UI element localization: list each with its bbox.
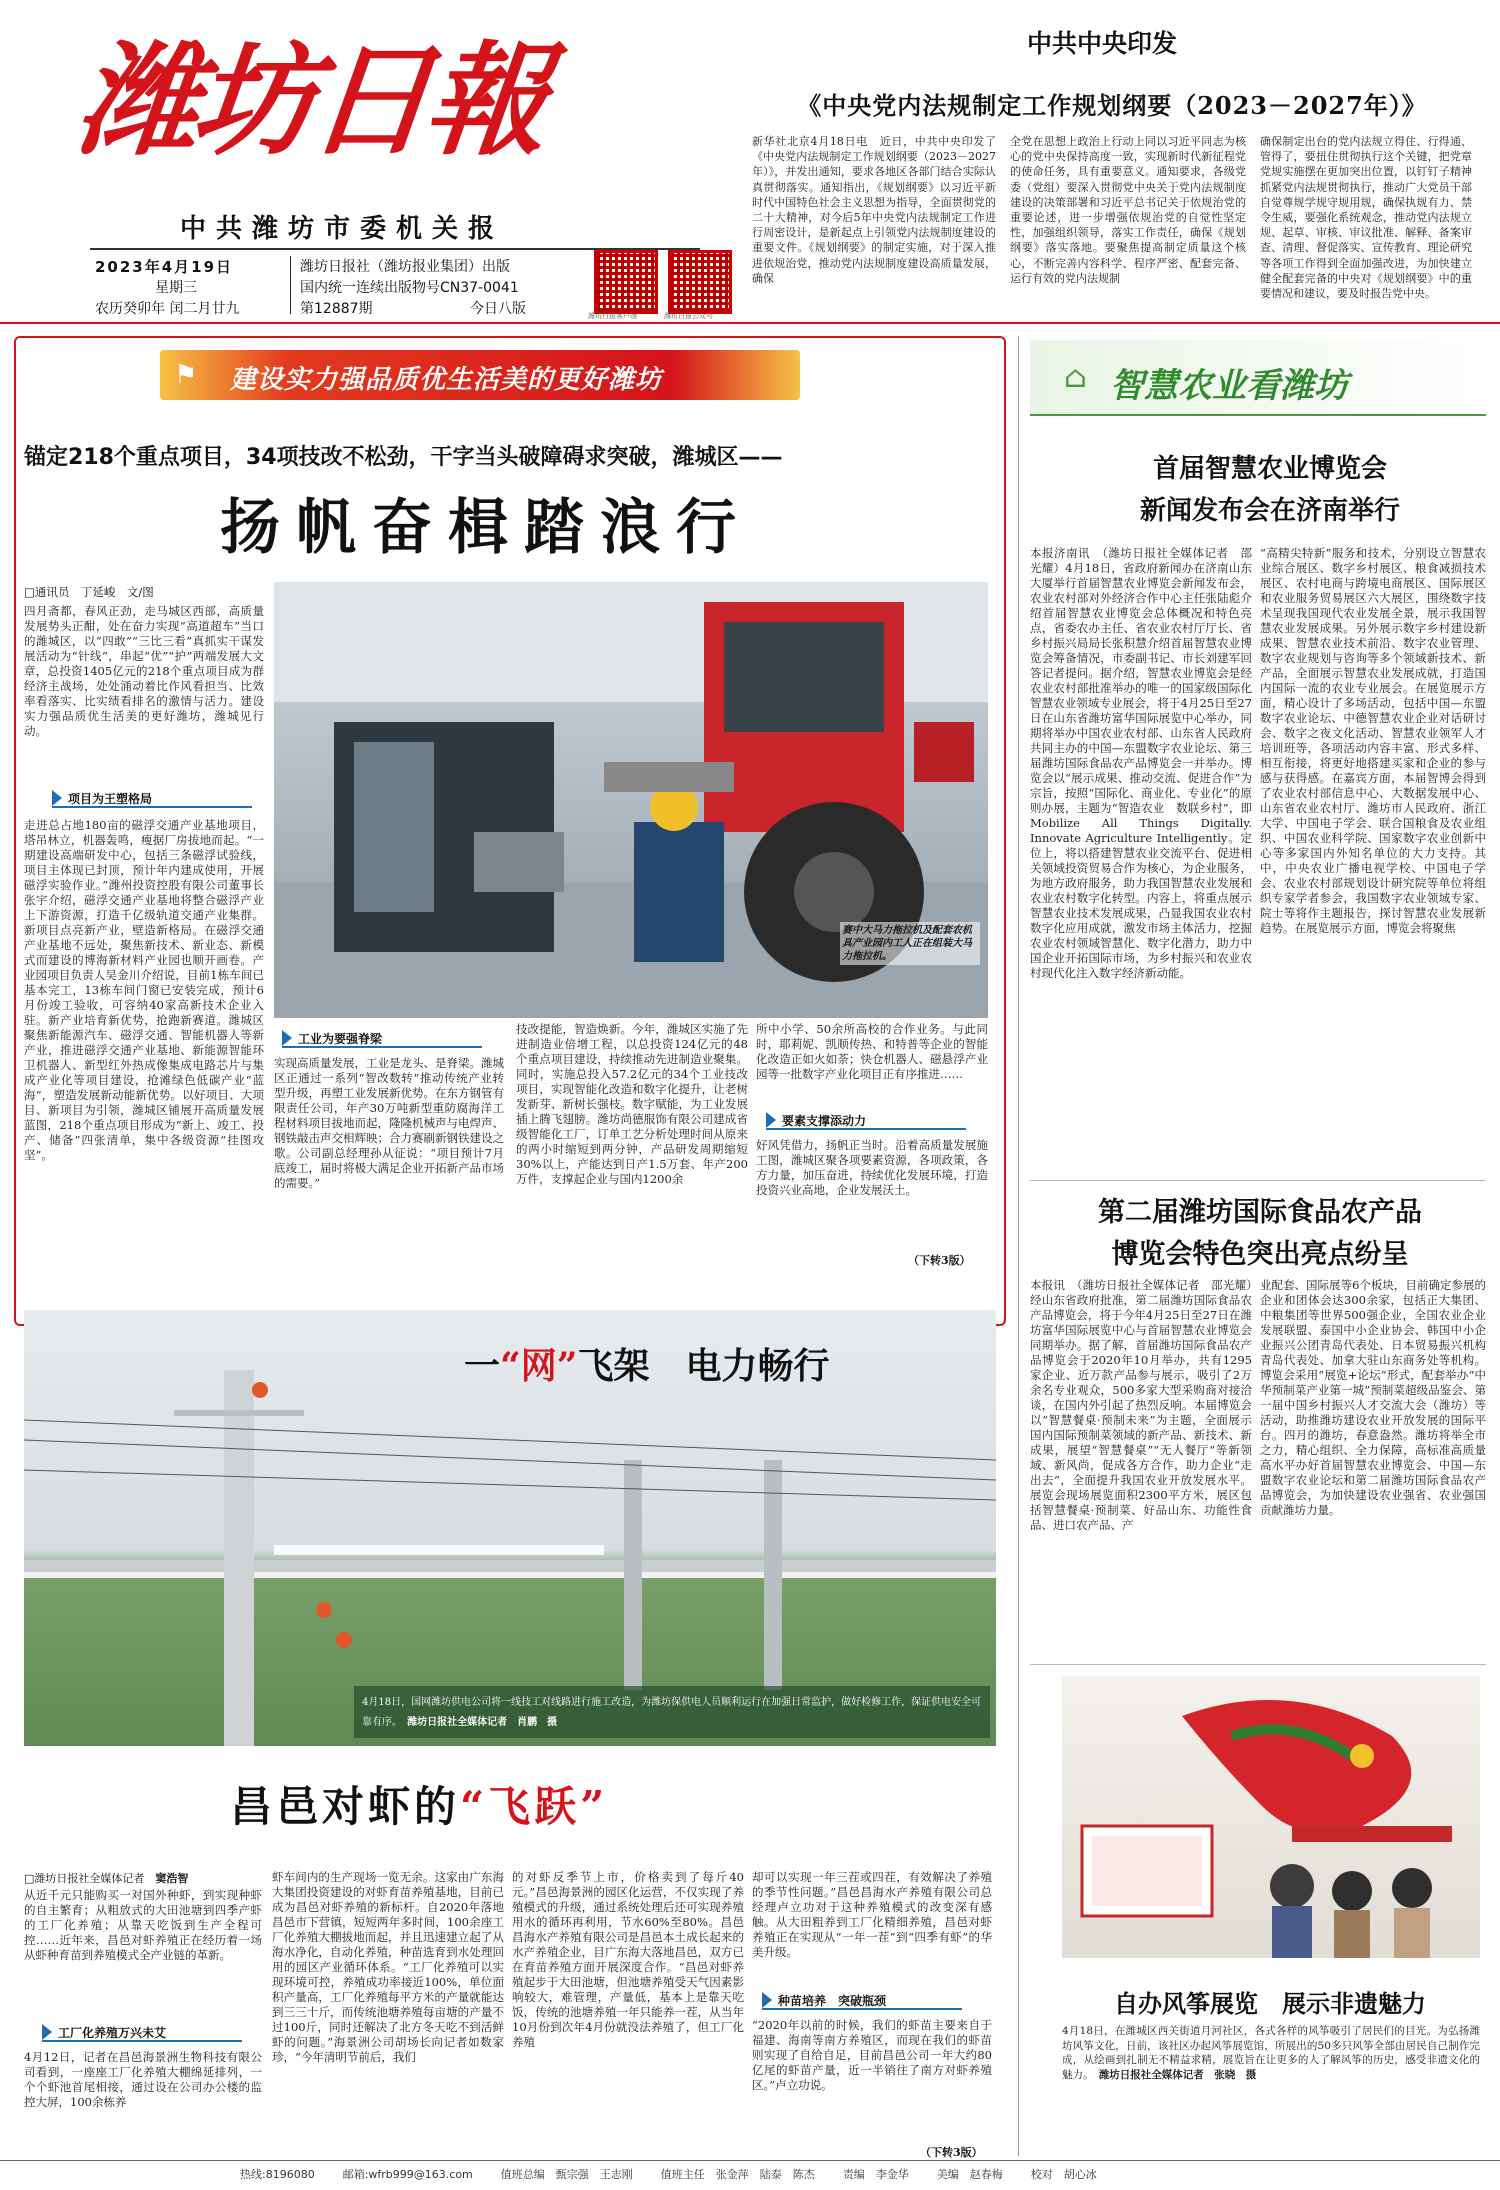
food-expo-col2: 业配套、国际展等6个板块，目前确定参展的企业和团体会达300余家，包括正大集团、中粮集团等世界500强企业，全国农业企业发展联盟、泰国中小企业协会、韩国中小企业振兴公团青岛代表处、日本贸易振兴机构青岛代表处、加拿大驻山东商务处等机构。博览会采用“展览+论坛”形式，配套举办“中华预制菜产业第一城”预制菜超级品鉴会、第一届中国乡村振兴人才交流大会（潍坊）等活动，助推潍坊建设农业开放发展的国际平台。四月的潍坊，春意盎然。潍坊将举全市之力，精心组织、全力保障，高标准高质量高水平办好首届智慧农业博览会、中国—东盟数字农业论坛和第二届潍坊国际食品农产品博览会，为加快建设农业强省、农业强国贡献潍坊力量。 (1260, 1278, 1486, 1517)
footer-chief-editor: 值班总编 甄宗强 王志刚 (500, 2168, 633, 2181)
triangle-icon (762, 1992, 772, 2008)
top-story (752, 10, 1472, 318)
top-story-col2: 全党在思想上政治上行动上同以习近平同志为核心的党中央保持高度一致，实现新时代新征程党的使命任务，具有重要意义。通知要求，各级党委（党组）要深入贯彻党中央关于党内法规制度建设的决策部署和习近平总书记关于依规治党的重要论述，进一步增强依规治党的自觉性坚定性，加强组织领导，落实工作责任，确保《规划纲要》落实落地。要聚焦提高制定质量这个核心，不断完善内容科学、程序严密、配套完备、运行有效的党内法规制 (1010, 135, 1246, 285)
kite-headline[interactable]: 自办风筝展览 展示非遗魅力 (1114, 1990, 1426, 2018)
kite-credit: 潍坊日报社全媒体记者 张晓 摄 (1098, 2068, 1257, 2081)
qr-label-wechat: 潍坊日报公众号 (664, 312, 713, 320)
power-line-photo[interactable] (24, 1310, 996, 1746)
top-story-title[interactable]: 《中央党内法规制定工作规划纲要（2023－2027年）》 (797, 91, 1427, 120)
triangle-icon (766, 1112, 776, 1128)
shrimp-byline: □潍坊日报社全媒体记者 窦浩智 (24, 1872, 189, 1885)
shrimp-text2: 4月12日，记者在昌邑海景洲生物科技有限公司看到，一座座工厂化养殖大棚绵延排列，一个个虾池首尾相接，通过设在公司办公楼的监控大屏，100余栋养 (24, 2050, 262, 2109)
byline-name: 丁延峻 文/图 (80, 585, 154, 599)
qr-label-app: 潍坊日报客户端 (588, 312, 637, 320)
footer-proofreader: 校对 胡心冰 (1030, 2168, 1097, 2181)
masthead (0, 0, 700, 318)
qr-code-icon[interactable] (668, 250, 732, 314)
qr-code-icon[interactable] (594, 250, 658, 314)
masthead-title: 潍坊日報 (70, 28, 550, 172)
tractor-assembly-photo[interactable] (274, 582, 988, 1018)
footer-editor: 责编 李金华 (842, 2168, 909, 2181)
feature-sub1-text: 走进总占地180亩的磁浮交通产业基地项目，塔吊林立，机器轰鸣，瘦据厂房拔地而起。“一期建设高端研发中心，包括三条磁浮试验线，项目主体现已封顶，预计年内建成使用，开展磁浮实验作业。”潍州投资控股有限公司董事长张宇介绍，磁浮交通产业基地将整合磁浮产业上下游资源，打造千亿级轨道交通产业集群。新项目点亮新产业，壁造新格局。在磁浮交通产业基地不远处，聚焦新技术、新业态、新模式而建设的博海新材料产业园也顺开画卷。产业园项目负责人吴金川介绍说，目前1栋车间已基本完工，13栋车间门窗已安装完成，预计6月份竣工验收，可容纳40家高新技术企业入驻。新产业培育新优势，抢跑新赛道。潍城区聚焦新能源汽车、磁浮交通、智能机器人等新产业，推进磁浮交通产业基地、新能源智能环卫机器人、新型红外热成像集成电路芯片与集成产业化等项目建设，抢滩绿色低碳产业“蓝海”，塑造发展新动能新优势。以好项目、大项目、新项目为引领，潍城区铺展开高质量发展蓝图，218个重点项目形成为“新上、竣工、投产、储备”四张清单，集中各级资源“挂图攻坚”。 (24, 818, 264, 1162)
footer-duty-director: 值班主任 张金萍 陆泰 陈杰 (660, 2168, 815, 2181)
masthead-cn: 国内统一连续出版物号CN37-0041 (300, 280, 519, 296)
masthead-date: 2023年4月19日 (95, 258, 234, 276)
triangle-icon (282, 1030, 292, 1046)
feature-col-b: 技改提能，智造焕新。今年，潍城区实施了先进制造业倍增工程，以总投资124亿元的48个重点项目建设，持续推动先进制造业聚集。同时，实施总投入57.2亿元的34个工业技改项目，实现智能化改造和数字化提升，让老树发新芽、新树长强枝。数字赋能，为工业发展插上腾飞翅膀。潍坊尚德服饰有限公司建成省级智能化工厂，订单工艺分析处理时间从原来的两小时缩短到两分钟，产品研发周期缩短30%以上，产能达到日产1.5万套、年产200万件，支撑起企业与国内1200余 (516, 1022, 748, 1186)
byline-label: □通讯员 (24, 585, 70, 599)
continued-note[interactable]: （下转3版） (908, 1254, 971, 1267)
footer-email[interactable]: 邮箱:wfrb999@163.com (342, 2168, 473, 2181)
footer (240, 2166, 1420, 2184)
feature-col-c: 所中小学、50余所高校的合作业务。与此同时，耶莉妮、凯顺传热、和特普等企业的智能化改造正如火如荼；快仓机器人、磁悬浮产业园等一批数字产业化项目正有序推进…… (756, 1022, 988, 1081)
subhead-industry: 工业为要强脊梁 (282, 1028, 482, 1048)
shrimp-headline[interactable]: 昌邑对虾的“飞跃” (230, 1782, 609, 1831)
kite-illustration (1062, 1676, 1480, 1958)
food-expo-col1: 本报讯 （潍坊日报社全媒体记者 邵光耀）经山东省政府批准，第二届潍坊国际食品农产品博览会，将于今年4月25日至27日在潍坊富华国际展览中心与首届智慧农业博览会同期举办。据了解，首届潍坊国际食品农产品博览会于2020年10月举办，共有1295家企业、近万款产品参与展示，吸引了2万余名专业观众，500多家大型采购商对接洽谈，在国内外引起了热烈反响。本届博览会以“智慧餐桌·预制未来”为主题，全面展示国内国际预制菜领域的新产品、新技术、新成果，展望“智慧餐桌”“无人餐厅”等新领域、新风尚，促成各方合作，助力企业“走出去”，全面提升我国农业开放发展水平。展览会现场展览面积2300平方米，展区包括智慧餐桌·预制菜、好品山东、功能性食品、进口农产品、产 (1030, 1278, 1252, 1532)
subhead-factors: 要素支撑添动力 (766, 1110, 966, 1130)
kite-exhibition-photo[interactable] (1062, 1676, 1480, 1958)
feature-sub2-text: 实现高质量发展，工业是龙头、是脊梁。潍城区正通过一系列“智改数转”推动传统产业转型升级，再塑工业发展新优势。在东方钢管有限责任公司，年产30万吨新型重防腐海洋工程材料项目拔地而起，隆隆机械声与电焊声、钢铁敲击声交相辉映；合力赛刷新钢铁建设之歌。公司副总经理孙从征说：“项目预计7月底竣工，届时将极大满足企业开拓新产品市场的需要。” (274, 1056, 504, 1190)
footer-art-editor: 美编 赵春梅 (936, 2168, 1003, 2181)
subhead-project: 项目为王塑格局 (52, 788, 252, 808)
shrimp-text6: “2020年以前的时候，我们的虾苗主要来自于福建、海南等南方养殖区，而现在我们的虾苗则实现了自给自足，目前昌邑公司一年大约80亿尾的虾苗产量，近一半销往了南方对虾养殖区。”卢立功说。 (752, 2018, 992, 2092)
masthead-pages: 今日八版 (470, 301, 526, 317)
food-expo-headline-1[interactable]: 第二届潍坊国际食品农产品 (1098, 1197, 1422, 1228)
agri-expo-col2: “高精尖特新”服务和技术，分别设立智慧农业综合展区、数字乡村展区、粮食减损技术展区、农村电商与跨境电商展区、国际展区和农业服务贸易展区六大展区，围绕数字技术呈现我国现代农业发展全景，展示我国智慧农业发展成果。另外展示数字乡村建设新成果、智慧农业技术前沿、数字农业管理、数字农业规划与咨询等多个领域新技术、新产品，全面展示智慧农业发展成就，打造国内国际一流的农业专业展会。在展览展示方面，精心设计了多场活动，包括中国—东盟数字农业论坛、中德智慧农业企业对话研讨会、数字之夜文化活动、智慧农业领军人才培训班等，各项活动内容丰富、形式多样、相互衔接，将更好地搭建买家和企业的参与感与获得感。在嘉宾方面，本届智博会得到了农业农村部信息中心、大数据发展中心、山东省农业农村厅、潍坊市人民政府、浙江大学、中国电子学会、联合国粮食及农业组织、中国农业科学院、国家数字农业创新中心等多家国内外知名单位的大力支持。其中，中央农业广播电视学校、中国电子学会、农业农村部规划设计研究院等单位将组织专家学者参会，我国数字农业领域专家、院士等将作主题报告，探讨智慧农业发展新趋势。在展览展示方面，博览会将聚焦 (1260, 546, 1486, 935)
masthead-lunar: 农历癸卯年 闰二月廿九 (95, 301, 240, 317)
shrimp-continued[interactable]: （下转3版） (920, 2146, 983, 2159)
smart-agri-title: 智慧农业看潍坊 (1110, 366, 1348, 406)
top-story-col3: 确保制定出台的党内法规立得住、行得通、管得了，要扭住贯彻执行这个关键，把党章党规实施摆在更加突出位置，以钉钉子精神抓紧党内法规贯彻执行，推动广大党员干部自觉尊规学规守规用规，确保执规有力、禁令生威，要强化系统观念，推动党内法规立规、起草、审核、审议批准、解释、备案审查、清理、督促落实、宣传教育、理论研究等各项工作得到全面加强改进，为加快建立健全配套完备的中央对《规划纲要》中的重要情况和建议，要及时报告党中央。 (1260, 135, 1472, 301)
triangle-icon (42, 2024, 52, 2040)
feature-banner (160, 350, 800, 400)
tractor-caption: 赛中大马力拖拉机及配套农机具产业园内工人正在组装大马力拖拉机。 (840, 922, 980, 965)
feature-deck: 锚定218个重点项目，34项技改不松劲，干字当头破障碍求突破，潍城区—— (24, 445, 783, 470)
banner-text: 建设实力强品质优生活美的更好潍坊 (230, 365, 663, 395)
shrimp-text3: 虾车间内的生产现场一览无余。这家由广东海大集团投资建设的对虾育苗养殖基地，目前已成为昌邑对虾养殖的新标杆。自2020年落地昌邑市下营镇，短短两年多时间，100余座工厂化养殖大棚拔地而起，并且迅速建立起了从海水净化，自动化养殖，种苗选育到水处理回用的园区产业循环体系。“工厂化养殖可以实现环境可控，养殖成功率接近100%，单位面积产量高，工厂化养殖每平方米的产量就能达到三三十斤，而传统池塘养殖每亩塘的产量不过100斤，同时还解决了北方冬天吃不到活鲜虾的问题。”海景洲公司胡场长向记者如数家珍，“今年清明节前后，我们 (272, 1870, 504, 2064)
power-photo-caption-box (354, 1686, 990, 1738)
footer-hotline: 热线:8196080 (240, 2168, 315, 2181)
kite-caption: 4月18日，在潍城区西关街道月河社区，各式各样的风筝吸引了居民们的目光。为弘扬潍坊风筝文化，日前，该社区办起风筝展览馆，所展出的50多只风筝全部由居民自己制作完成，从绘画到扎制无不精益求精，展览旨在让更多的人了解风筝的历史，感受非遗文化的魅力。 潍坊日报社全媒体记者 张晓 摄 (1062, 2025, 1480, 2081)
subhead-seedling: 种苗培养 突破瓶颈 (762, 1990, 962, 2010)
food-expo-headline-2[interactable]: 博览会特色突出亮点纷呈 (1111, 1239, 1409, 1270)
masthead-weekday: 星期三 (155, 280, 197, 296)
agri-expo-headline-2[interactable]: 新闻发布会在济南举行 (1139, 496, 1400, 526)
feature-byline (24, 584, 154, 600)
greenhouse-icon: ⌂ (1064, 360, 1087, 395)
masthead-publisher: 潍坊日报社（潍坊报业集团）出版 (300, 259, 510, 275)
smart-agri-banner (1030, 340, 1486, 416)
power-photo-title: 一“网”飞架 电力畅行 (464, 1345, 830, 1387)
masthead-subtitle: 中共潍坊市委机关报 (180, 214, 505, 244)
agri-expo-headline-1[interactable]: 首届智慧农业博览会 (1152, 454, 1387, 484)
flag-icon: ⚑ (174, 360, 198, 390)
top-story-kicker: 中共中央印发 (1026, 29, 1177, 58)
masthead-issue: 第12887期 (300, 301, 373, 317)
triangle-icon (52, 790, 62, 806)
top-story-col1: 新华社北京4月18日电 近日，中共中央印发了《中央党内法规制定工作规划纲要（2023－2027年）》，并发出通知，要求各地区各部门结合实际认真贯彻落实。通知指出，《规划纲要》以习近平新时代中国特色社会主义思想为指导，全面贯彻党的二十大精神，对今后5年中央党内法规制定工作进行周密设计，是新起点上引领党内法规制度建设的重要文件。《规划纲要》的制定实施，对于深入推进依规治党，推动党内法规制度建设高质量发展，确保 (752, 135, 996, 285)
power-photo-caption: 4月18日，国网潍坊供电公司将一线技工对线路进行施工改造，为潍坊保供电人员顺利运行在加强日常监护，做好检修工作，保证供电安全可靠有序。 (362, 1697, 982, 1728)
feature-headline[interactable]: 扬帆奋楫踏浪行 (220, 493, 752, 563)
agri-expo-col1: 本报济南讯 （潍坊日报社全媒体记者 邵光耀）4月18日，省政府新闻办在济南山东大厦举行首届智慧农业博览会新闻发布会，农业农村部对外经济合作中心主任张陆彪介绍首届智慧农业博览会总体概况和特色亮点，省委农办主任、省农业农村厅厅长、省乡村振兴局局长张积慧介绍首届智慧农业博览会筹备情况，市委副书记、市长刘建军回答记者提问。据介绍，智慧农业博览会是经农业农村部批准举办的唯一的国家级国际化智慧农业领域专业展会，将于4月25日至27日在山东省潍坊富华国际展览中心举办，同期将举办中国农业农村部、山东省人民政府共同主办的中国—东盟数字农业论坛、第三届潍坊国际食品农产品博览会一并举办。博览会以“展示成果、推动交流、促进合作”为宗旨，按照“国际化、商业化、专业化”的原则办展，主题为“智造农业 数联乡村”，即Mobilize All Things Digitally. Innovate Agriculture Intelligently。定位上，将以搭建智慧农业交流平台、促进相关领域投资贸易合作为核心，为企业服务，为地方政府服务，助力我国智慧农业发展和农业农村数字化转型。内容上，将重点展示智慧农业技术发展成果，凸显我国农业农村数字化应用成就，激发市场主体活力，挖掘农业农村领域智慧化、数字化潜力，助力中国企业开拓国际市场，为乡村振兴和农业农村现代化注入数字经济新动能。 (1030, 546, 1252, 980)
feature-sub3-text: 好风凭借力，扬帆正当时。沿着高质量发展施工图，潍城区聚各项要素资源，各项政策，各方力量，加压奋进，持续优化发展环境，打造投资兴业高地，企业发展沃土。 (756, 1138, 988, 1197)
subhead-factory-farming: 工厂化养殖万兴未艾 (42, 2022, 242, 2042)
shrimp-text5: 却可以实现一年三茬或四茬，有效解决了养殖的季节性问题。”昌邑昌海水产养殖有限公司总经理卢立功对于这种养殖模式的改变深有感触。从大田粗养到工厂化精细养殖，昌邑对虾养殖正在实现从“一年一茬”到“四季有虾”的华美升级。 (752, 1870, 992, 1959)
shrimp-text1: 从近千元只能购买一对国外种虾，到实现种虾的自主繁育；从粗放式的大田池塘到四季产虾的工厂化养殖；从靠天吃饭到生产全程可控……近年来，昌邑对虾养殖正在经历着一场从虾种育苗到养殖模式全产业链的革新。 (24, 1888, 262, 1962)
power-photo-credit: 潍坊日报社全媒体记者 肖鹏 摄 (407, 1717, 558, 1728)
feature-lead: 四月斋都，春风正劲，走马城区西部，高质量发展势头正酣，处在奋力实现“高道超车”当口的潍城区，以“四敢”“三比三看”真抓实干谋发展活动为“针线”，串起“优”“护”两端发展大文章，总投资1405亿元的218个重点项目成为群经济主战场，处处涌动着比作风看担当、比效率看落实、比实绩看排名的激情与活力。建设实力强品质优生活美的更好潍坊，潍城见行动。 (24, 604, 264, 738)
shrimp-text4: 的对虾反季节上市，价格卖到了每斤40元。”昌邑海景洲的园区化运营，不仅实现了养殖模式的升级，通过系统处理后还可实现养殖用水的循环再利用，节水60%至80%。昌邑昌海水产养殖有限公司是昌邑本土成长起来的水产养殖企业，目广东海大落地昌邑，双方已在育苗养殖方面开展深度合作。“昌邑对虾养殖起步于大田池塘，但池塘养殖受天气因素影响较大，难管理，产量低，基本上是靠天吃饭，传统的池塘养殖一年只能养一茬，从当年10月份到次年4月份就没法养殖了，但工厂化养殖 (512, 1870, 744, 2049)
